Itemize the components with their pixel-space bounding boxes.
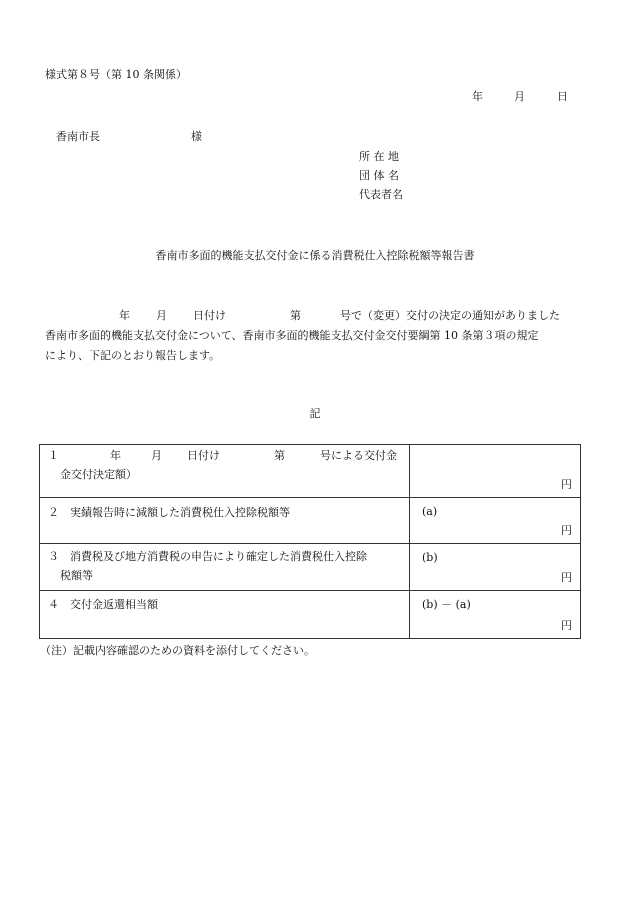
- row4-label: 交付金返還相当額: [70, 598, 158, 611]
- body-dai: 第: [290, 309, 301, 322]
- row4-right-label: (b) － (a): [422, 598, 471, 611]
- body-line-2: 香南市多面的機能支払交付金について、香南市多面的機能支払交付金交付要綱第 10 条第３項の規定: [45, 329, 539, 342]
- row3-right-label: (b): [422, 551, 438, 564]
- row1-date-suffix: 日付け: [187, 449, 220, 462]
- body-year: 年: [119, 309, 130, 322]
- ki-heading: 記: [309, 407, 321, 420]
- row2-right-label: (a): [422, 505, 438, 518]
- row1-year: 年: [110, 449, 121, 462]
- applicant-representative-label: 代表者名: [359, 188, 403, 201]
- footnote: （注）記載内容確認のための資料を添付してください。: [40, 644, 315, 657]
- row3-line-2: 税額等: [60, 569, 93, 583]
- table-row: [40, 591, 581, 639]
- table-row: [40, 445, 581, 498]
- row3-label: 消費税及び地方消費税の申告により確定した消費税仕入控除: [70, 550, 367, 563]
- body-date-suffix: 日付け: [193, 309, 226, 322]
- row3-num: ３: [48, 550, 59, 563]
- row4-label-cell: [40, 591, 410, 639]
- row2-amount-cell: [410, 498, 581, 544]
- row2-label: 実績報告時に減額した消費税仕入控除税額等: [70, 506, 290, 519]
- row1-label-cell: [40, 445, 410, 498]
- date-month-label: 月: [514, 90, 525, 103]
- row1-line-2: 金交付決定額）: [60, 468, 137, 482]
- row1-month: 月: [151, 449, 162, 462]
- applicant-address-label: 所 在 地: [359, 150, 399, 163]
- row2-yen: 円: [561, 523, 572, 537]
- row1-amount-cell: [410, 445, 581, 498]
- row3-amount-cell: [410, 544, 581, 591]
- table-row: [40, 498, 581, 544]
- date-day-label: 日: [557, 90, 568, 103]
- body-line-3: により、下記のとおり報告します。: [45, 349, 221, 362]
- row4-num: ４: [48, 598, 59, 611]
- addressee-honorific: 様: [191, 130, 202, 143]
- row3-label-cell: [40, 544, 410, 591]
- row1-dai: 第: [274, 449, 285, 462]
- report-table: [39, 444, 581, 639]
- row4-amount-cell: [410, 591, 581, 639]
- row2-num: ２: [48, 506, 59, 519]
- row1-num: １: [48, 449, 59, 462]
- row1-yen: 円: [561, 477, 572, 491]
- addressee-name: 香南市長: [56, 130, 100, 143]
- document-title: 香南市多面的機能支払交付金に係る消費税仕入控除税額等報告書: [155, 249, 475, 262]
- applicant-group-label: 団 体 名: [359, 169, 399, 182]
- form-number: 様式第８号（第 10 条関係）: [45, 68, 187, 81]
- row2-label-cell: [40, 498, 410, 544]
- table-row: [40, 544, 581, 591]
- row4-yen: 円: [561, 618, 572, 632]
- body-line-1-rest: 号で（変更）交付の決定の通知がありました: [340, 309, 560, 322]
- date-year-label: 年: [472, 90, 483, 103]
- row1-rest: 号による交付金: [320, 449, 397, 462]
- row3-yen: 円: [561, 570, 572, 584]
- body-month: 月: [156, 309, 167, 322]
